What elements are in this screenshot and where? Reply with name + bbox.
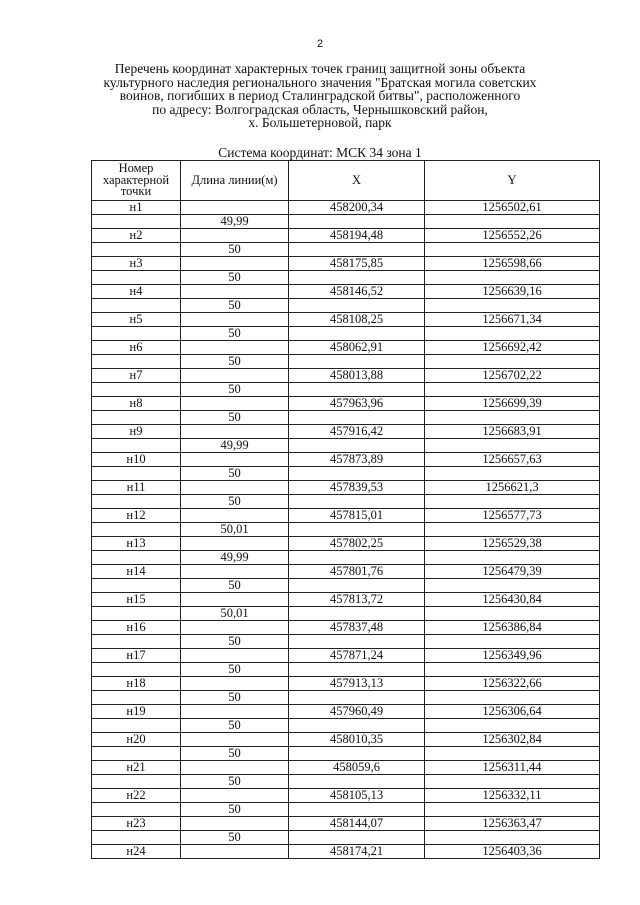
point-id-empty <box>92 607 181 621</box>
line-length-empty <box>181 817 289 831</box>
line-length: 50 <box>181 803 289 817</box>
x-value: 457916,42 <box>289 425 425 439</box>
x-value: 458062,91 <box>289 341 425 355</box>
segment-row <box>92 495 600 509</box>
y-empty <box>425 215 600 229</box>
line-length-empty <box>181 649 289 663</box>
line-length-empty <box>181 705 289 719</box>
header-y: Y <box>425 161 600 201</box>
point-id: н15 <box>92 593 181 607</box>
y-empty <box>425 523 600 537</box>
y-value: 1256363,47 <box>425 817 600 831</box>
point-row <box>92 649 600 663</box>
x-value: 458144,07 <box>289 817 425 831</box>
y-value: 1256502,61 <box>425 201 600 215</box>
point-id-empty <box>92 411 181 425</box>
point-id: н16 <box>92 621 181 635</box>
point-id: н1 <box>92 201 181 215</box>
line-length-empty <box>181 369 289 383</box>
line-length: 50 <box>181 495 289 509</box>
point-row <box>92 509 600 523</box>
y-empty <box>425 775 600 789</box>
segment-row <box>92 579 600 593</box>
y-empty <box>425 831 600 845</box>
y-empty <box>425 663 600 677</box>
y-value: 1256702,22 <box>425 369 600 383</box>
segment-row <box>92 635 600 649</box>
x-value: 458105,13 <box>289 789 425 803</box>
header-point-number: Номер характерной точки <box>92 161 181 201</box>
line-length: 50 <box>181 635 289 649</box>
x-empty <box>289 355 425 369</box>
line-length-empty <box>181 621 289 635</box>
segment-row <box>92 831 600 845</box>
segment-row <box>92 467 600 481</box>
point-id: н5 <box>92 313 181 327</box>
x-value: 457801,76 <box>289 565 425 579</box>
y-empty <box>425 271 600 285</box>
y-empty <box>425 355 600 369</box>
point-row <box>92 397 600 411</box>
point-row <box>92 257 600 271</box>
line-length-empty <box>181 201 289 215</box>
point-id: н4 <box>92 285 181 299</box>
line-length-empty <box>181 509 289 523</box>
x-value: 458013,88 <box>289 369 425 383</box>
point-row <box>92 201 600 215</box>
x-empty <box>289 775 425 789</box>
x-empty <box>289 663 425 677</box>
y-empty <box>425 411 600 425</box>
x-value: 458200,34 <box>289 201 425 215</box>
x-value: 457871,24 <box>289 649 425 663</box>
y-value: 1256639,16 <box>425 285 600 299</box>
y-value: 1256692,42 <box>425 341 600 355</box>
title-line: по адресу: Волгоградская область, Чернышковский район, <box>152 101 488 117</box>
point-id: н23 <box>92 817 181 831</box>
point-id: н3 <box>92 257 181 271</box>
segment-row <box>92 355 600 369</box>
point-id: н7 <box>92 369 181 383</box>
point-id-empty <box>92 663 181 677</box>
line-length-empty <box>181 845 289 859</box>
x-empty <box>289 607 425 621</box>
y-value: 1256598,66 <box>425 257 600 271</box>
segment-row <box>92 607 600 621</box>
line-length: 50 <box>181 579 289 593</box>
y-empty <box>425 299 600 313</box>
document-title <box>60 62 580 130</box>
point-row <box>92 593 600 607</box>
line-length: 49,99 <box>181 439 289 453</box>
line-length: 50 <box>181 719 289 733</box>
y-value: 1256577,73 <box>425 509 600 523</box>
x-value: 458059,6 <box>289 761 425 775</box>
line-length-empty <box>181 229 289 243</box>
point-id-empty <box>92 775 181 789</box>
point-id: н10 <box>92 453 181 467</box>
x-empty <box>289 747 425 761</box>
y-empty <box>425 719 600 733</box>
point-row <box>92 453 600 467</box>
y-value: 1256332,11 <box>425 789 600 803</box>
y-empty <box>425 439 600 453</box>
x-empty <box>289 439 425 453</box>
x-empty <box>289 215 425 229</box>
point-id-empty <box>92 467 181 481</box>
point-id: н21 <box>92 761 181 775</box>
x-value: 457913,13 <box>289 677 425 691</box>
point-id: н24 <box>92 845 181 859</box>
point-id-empty <box>92 383 181 397</box>
line-length-empty <box>181 761 289 775</box>
point-row <box>92 313 600 327</box>
line-length: 50 <box>181 243 289 257</box>
line-length-empty <box>181 537 289 551</box>
point-id-empty <box>92 355 181 369</box>
x-empty <box>289 691 425 705</box>
x-empty <box>289 523 425 537</box>
x-empty <box>289 327 425 341</box>
x-value: 458175,85 <box>289 257 425 271</box>
point-row <box>92 341 600 355</box>
point-id: н12 <box>92 509 181 523</box>
segment-row <box>92 551 600 565</box>
segment-row <box>92 719 600 733</box>
x-value: 457802,25 <box>289 537 425 551</box>
x-empty <box>289 635 425 649</box>
segment-row <box>92 803 600 817</box>
point-row <box>92 537 600 551</box>
line-length-empty <box>181 481 289 495</box>
segment-row <box>92 383 600 397</box>
x-value: 458108,25 <box>289 313 425 327</box>
title-line: х. Большетерновой, парк <box>248 115 392 131</box>
x-empty <box>289 495 425 509</box>
y-value: 1256403,36 <box>425 845 600 859</box>
y-empty <box>425 551 600 565</box>
y-value: 1256349,96 <box>425 649 600 663</box>
point-id: н18 <box>92 677 181 691</box>
line-length-empty <box>181 425 289 439</box>
x-empty <box>289 467 425 481</box>
line-length-empty <box>181 789 289 803</box>
point-id-empty <box>92 803 181 817</box>
y-empty <box>425 467 600 481</box>
line-length-empty <box>181 453 289 467</box>
segment-row <box>92 271 600 285</box>
point-row <box>92 733 600 747</box>
x-empty <box>289 243 425 257</box>
point-row <box>92 425 600 439</box>
point-id-empty <box>92 523 181 537</box>
line-length: 50 <box>181 747 289 761</box>
line-length: 50 <box>181 355 289 369</box>
point-row <box>92 621 600 635</box>
y-empty <box>425 803 600 817</box>
line-length: 50 <box>181 831 289 845</box>
y-empty <box>425 691 600 705</box>
y-empty <box>425 635 600 649</box>
y-value: 1256671,34 <box>425 313 600 327</box>
point-row <box>92 845 600 859</box>
y-empty <box>425 327 600 341</box>
point-id-empty <box>92 719 181 733</box>
point-id: н14 <box>92 565 181 579</box>
segment-row <box>92 747 600 761</box>
segment-row <box>92 327 600 341</box>
point-id: н17 <box>92 649 181 663</box>
x-value: 457960,49 <box>289 705 425 719</box>
page-number: 2 <box>316 38 324 50</box>
point-id: н6 <box>92 341 181 355</box>
segment-row <box>92 691 600 705</box>
point-id: н11 <box>92 481 181 495</box>
segment-row <box>92 523 600 537</box>
point-row <box>92 565 600 579</box>
y-empty <box>425 579 600 593</box>
segment-row <box>92 663 600 677</box>
point-row <box>92 369 600 383</box>
point-id-empty <box>92 327 181 341</box>
line-length-empty <box>181 341 289 355</box>
y-empty <box>425 495 600 509</box>
point-id-empty <box>92 299 181 313</box>
y-empty <box>425 747 600 761</box>
line-length: 50 <box>181 663 289 677</box>
segment-row <box>92 215 600 229</box>
line-length: 50 <box>181 411 289 425</box>
x-empty <box>289 383 425 397</box>
y-value: 1256386,84 <box>425 621 600 635</box>
point-row <box>92 789 600 803</box>
line-length-empty <box>181 313 289 327</box>
x-empty <box>289 299 425 313</box>
point-id-empty <box>92 579 181 593</box>
y-value: 1256552,26 <box>425 229 600 243</box>
y-value: 1256322,66 <box>425 677 600 691</box>
point-row <box>92 481 600 495</box>
line-length: 50 <box>181 383 289 397</box>
line-length: 50 <box>181 299 289 313</box>
point-id: н20 <box>92 733 181 747</box>
line-length-empty <box>181 677 289 691</box>
header-x: X <box>289 161 425 201</box>
point-id-empty <box>92 747 181 761</box>
x-empty <box>289 831 425 845</box>
line-length: 50 <box>181 775 289 789</box>
segment-row <box>92 411 600 425</box>
point-id-empty <box>92 243 181 257</box>
point-id-empty <box>92 635 181 649</box>
point-row <box>92 761 600 775</box>
table-body <box>92 201 600 859</box>
point-id-empty <box>92 271 181 285</box>
point-id-empty <box>92 691 181 705</box>
y-value: 1256306,64 <box>425 705 600 719</box>
title-line: культурного наследия регионального значения "Братская могила советских <box>103 74 537 90</box>
x-value: 458010,35 <box>289 733 425 747</box>
y-value: 1256302,84 <box>425 733 600 747</box>
line-length-empty <box>181 397 289 411</box>
point-row <box>92 677 600 691</box>
y-empty <box>425 383 600 397</box>
y-value: 1256311,44 <box>425 761 600 775</box>
y-value: 1256683,91 <box>425 425 600 439</box>
x-value: 458146,52 <box>289 285 425 299</box>
line-length: 50,01 <box>181 607 289 621</box>
y-value: 1256621,3 <box>425 481 600 495</box>
title-line: Перечень координат характерных точек границ защитной зоны объекта <box>114 61 526 76</box>
line-length: 49,99 <box>181 551 289 565</box>
coordinate-system-label: Система координат: МСК 34 зона 1 <box>218 145 422 160</box>
x-empty <box>289 579 425 593</box>
line-length: 50 <box>181 467 289 481</box>
y-value: 1256699,39 <box>425 397 600 411</box>
line-length-empty <box>181 565 289 579</box>
y-empty <box>425 607 600 621</box>
x-value: 458194,48 <box>289 229 425 243</box>
point-id-empty <box>92 831 181 845</box>
line-length: 50 <box>181 691 289 705</box>
line-length-empty <box>181 733 289 747</box>
y-empty <box>425 243 600 257</box>
point-id: н22 <box>92 789 181 803</box>
point-id: н2 <box>92 229 181 243</box>
title-line: воинов, погибших в период Сталинградской битвы", расположенного <box>119 88 521 104</box>
point-id: н19 <box>92 705 181 719</box>
x-empty <box>289 719 425 733</box>
table-header-row <box>92 161 600 201</box>
line-length-empty <box>181 593 289 607</box>
y-value: 1256479,39 <box>425 565 600 579</box>
x-empty <box>289 551 425 565</box>
point-row <box>92 285 600 299</box>
line-length-empty <box>181 257 289 271</box>
x-empty <box>289 411 425 425</box>
line-length: 50 <box>181 271 289 285</box>
coordinates-table <box>91 160 600 859</box>
segment-row <box>92 299 600 313</box>
x-value: 457839,53 <box>289 481 425 495</box>
y-value: 1256657,63 <box>425 453 600 467</box>
point-id-empty <box>92 215 181 229</box>
point-row <box>92 229 600 243</box>
x-empty <box>289 803 425 817</box>
segment-row <box>92 775 600 789</box>
point-id-empty <box>92 551 181 565</box>
point-id: н9 <box>92 425 181 439</box>
point-id: н8 <box>92 397 181 411</box>
x-value: 457963,96 <box>289 397 425 411</box>
segment-row <box>92 243 600 257</box>
point-row <box>92 705 600 719</box>
point-id-empty <box>92 439 181 453</box>
point-id: н13 <box>92 537 181 551</box>
line-length: 50 <box>181 327 289 341</box>
x-value: 457837,48 <box>289 621 425 635</box>
segment-row <box>92 439 600 453</box>
header-line-length: Длина линии(м) <box>181 161 289 201</box>
y-value: 1256430,84 <box>425 593 600 607</box>
point-row <box>92 817 600 831</box>
y-value: 1256529,38 <box>425 537 600 551</box>
x-empty <box>289 271 425 285</box>
line-length: 50,01 <box>181 523 289 537</box>
x-value: 457813,72 <box>289 593 425 607</box>
line-length-empty <box>181 285 289 299</box>
point-id-empty <box>92 495 181 509</box>
x-value: 457873,89 <box>289 453 425 467</box>
x-value: 457815,01 <box>289 509 425 523</box>
x-value: 458174,21 <box>289 845 425 859</box>
line-length: 49,99 <box>181 215 289 229</box>
